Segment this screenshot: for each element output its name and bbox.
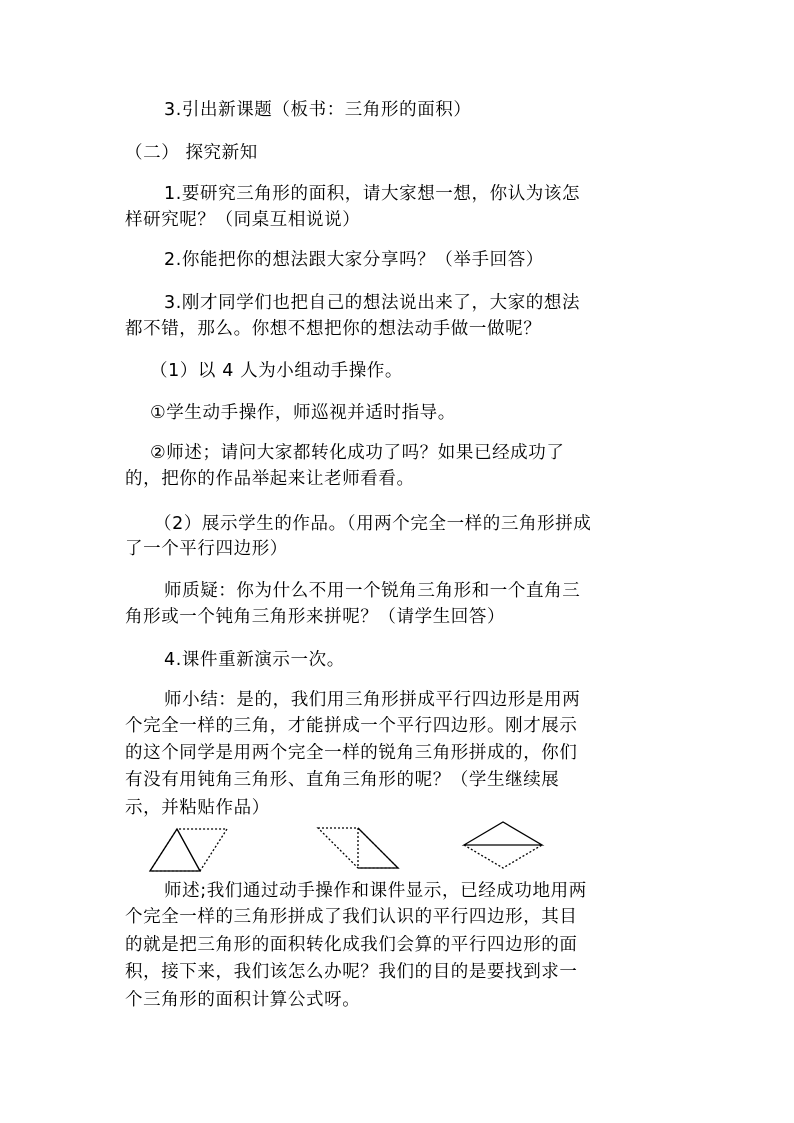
- text-line: 都不错，那么。你想不想把你的想法动手做一做呢？: [125, 319, 542, 339]
- text-line: 了一个平行四边形）: [125, 539, 288, 559]
- parallelogram-right-figure: [318, 828, 398, 868]
- text-line: 角形或一个钝角三角形来拼呢？（请学生回答）: [125, 607, 506, 627]
- rhombus-obtuse-figure: [464, 822, 542, 868]
- text-line: （2）展示学生的作品。（用两个完全一样的三角形拼成: [154, 514, 592, 534]
- text-line: 个完全一样的三角形拼成了我们认识的平行四边形，其目: [125, 907, 578, 927]
- text-line: 样研究呢？（同桌互相说说）: [125, 210, 361, 230]
- section-heading: （二） 探究新知: [125, 143, 258, 163]
- text-line: 师小结：是的，我们用三角形拼成平行四边形是用两: [164, 690, 581, 710]
- text-line: 2.你能把你的想法跟大家分享吗？（举手回答）: [164, 250, 544, 270]
- text-line: 4.课件重新演示一次。: [164, 650, 345, 670]
- text-line: 个完全一样的三角，才能拼成一个平行四边形。刚才展示: [125, 716, 578, 736]
- text-line: 的，把你的作品举起来让老师看看。: [125, 469, 415, 489]
- text-line: 积，接下来，我们该怎么办呢？我们的目的是要找到求一: [125, 962, 578, 982]
- text-line: 示，并粘贴作品）: [125, 798, 270, 818]
- text-line: （1）以 4 人为小组动手操作。: [150, 361, 403, 381]
- text-line: ①学生动手操作，师巡视并适时指导。: [150, 403, 456, 423]
- text-line: 师质疑：你为什么不用一个锐角三角形和一个直角三: [164, 581, 581, 601]
- text-line: ②师述；请问大家都转化成功了吗？如果已经成功了: [150, 443, 565, 463]
- text-line: 的就是把三角形的面积转化成我们会算的平行四边形的面: [125, 935, 578, 955]
- text-line: 有没有用钝角三角形、直角三角形的呢？（学生继续展: [125, 770, 560, 790]
- text-line: 的这个同学是用两个完全一样的锐角三角形拼成的，你们: [125, 743, 578, 763]
- text-line: 1.要研究三角形的面积，请大家想一想，你认为该怎: [164, 184, 581, 204]
- parallelogram-acute-figure: [150, 829, 227, 871]
- text-line: 个三角形的面积计算公式呀。: [125, 990, 361, 1010]
- text-line: 师述;我们通过动手操作和课件显示，已经成功地用两: [164, 881, 587, 901]
- text-line: 3.刚才同学们也把自己的想法说出来了，大家的想法: [164, 293, 581, 313]
- text-line: 3.引出新课题（板书：三角形的面积）: [164, 100, 472, 120]
